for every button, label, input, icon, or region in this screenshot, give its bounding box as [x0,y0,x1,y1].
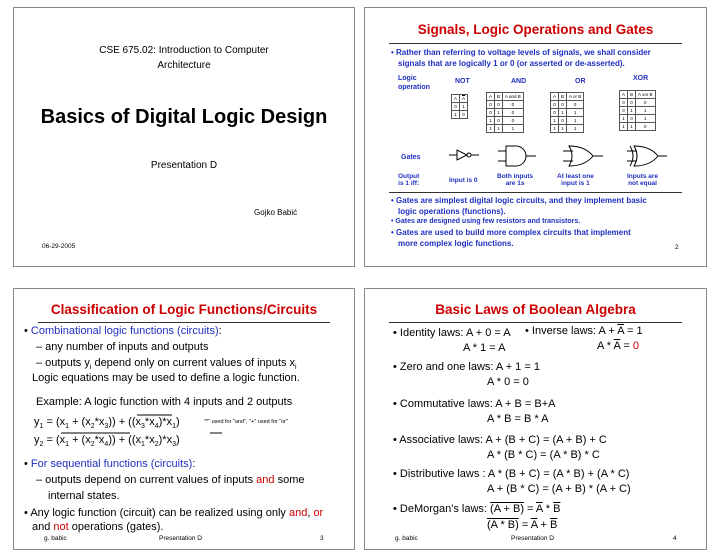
any-function-line: • Any logic function (circuit) can be realized using only and, or [24,507,324,519]
cell: 0 [636,99,656,107]
bullet-1-line-2: logic operations (functions). [398,207,506,216]
cell: 1 [636,115,656,123]
sequential-line: • For sequential functions (circuits): [24,458,196,470]
or-gate-icon [563,145,603,167]
date: 06-29-2005 [42,243,76,250]
footer-mid: Presentation D [511,535,554,542]
cell: 0 [636,123,656,131]
cell: 0 [503,117,524,125]
not-condition: Input is 0 [449,177,478,184]
cell: 0 [452,103,460,111]
comb-item-2: – outputs $y_i$ depend only on current values of inputs $x_i$ [36,357,297,372]
slide-title: Classification of Logic Functions/Circuits [50,302,318,317]
commutative-1: • Commutative laws: A + B = B+A [393,398,556,410]
cell: 0 [628,115,636,123]
cell: 0 [503,109,524,117]
xor-gate-icon [627,145,667,167]
bullet-1-line-1: • Gates are simplest digital logic circuits, and they implement basic [391,196,647,205]
cell: 1 [460,103,468,111]
identity-2: A * 1 = A [463,342,506,354]
or-label: OR [575,78,586,85]
a-bar: $\overline{A}$ [530,519,538,531]
zero-one-2: A * 0 = 0 [487,376,529,388]
cell: B [628,91,636,99]
cell: 0 [495,117,503,125]
or-truth-table [550,92,584,133]
intro-line-2: signals that are logically 1 or 0 (or asserted or de-asserted). [398,59,625,68]
cell: B [559,93,567,101]
cell: 1 [628,107,636,115]
a-bar: $\overline{A}$ [535,503,543,515]
distributive-2: A + (B * C) = (A + B) * (A + C) [487,483,631,495]
output-label: Output is 1 iff: [398,173,420,187]
equations [34,412,334,452]
footer-mid: Presentation D [159,535,202,542]
cell: A and B [503,93,524,101]
cell: 0 [620,99,628,107]
cell: A or B [567,93,584,101]
cell: 1 [559,125,567,133]
cell: 1 [487,117,495,125]
course-line-2: Architecture [157,60,211,71]
cell: 1 [503,125,524,133]
cell: A [452,95,460,103]
cell: A [487,93,495,101]
demorgan-lhs-2: (A * B) [487,519,519,531]
or-condition: At least one input is 1 [557,173,594,187]
not-gate-icon [449,148,479,162]
cell: 1 [567,125,584,133]
seq-item-1: – outputs depend on current values of inputs and some [36,474,305,486]
intro-line-1: • Rather than referring to voltage levels of signals, we shall consider [391,48,651,57]
zero-one-1: • Zero and one laws: A + 1 = 1 [393,361,540,373]
cell: 1 [567,117,584,125]
cell: $\overline{A}$ [460,95,468,103]
slide-title: Signals, Logic Operations and Gates [417,22,654,37]
b-bar: $\overline{B}$ [553,503,561,515]
cell: 1 [567,109,584,117]
cell: 1 [551,125,559,133]
seq-item-1-cont: internal states. [48,490,120,502]
any-function-cont: and not operations (gates). [32,521,164,533]
cell: A xor B [636,91,656,99]
cell: 0 [567,101,584,109]
footer-left: g. babic [395,535,418,542]
bullet-3-line-2: more complex logic functions. [398,239,514,248]
comb-item-1: – any number of inputs and outputs [36,341,209,353]
cell: 0 [487,101,495,109]
slide-2 [364,7,707,267]
slide-title: Basic Laws of Boolean Algebra [435,302,636,317]
page-number: 2 [675,244,679,251]
cell: 0 [551,101,559,109]
slide-3 [13,288,355,550]
cell: 1 [495,109,503,117]
operator-note: "*" used for "and", "+" used for "or" [204,419,288,425]
and-gate-icon [498,145,536,167]
cell: 1 [559,109,567,117]
combinational-line: • Combinational logic functions (circuits): [24,325,222,337]
cell: 0 [487,109,495,117]
demorgan-2: $(A * B) = \overline{A} + \overline{B}$ [487,519,558,531]
not-label: NOT [455,78,470,85]
cell: 1 [628,123,636,131]
bullet-2: • Gates are designed using few resistors and transistors. [391,218,581,225]
cell: 1 [487,125,495,133]
slide-4 [364,288,707,550]
logic-op-label-2: operation [398,84,430,91]
inverse-2: $A * \overline{A} = 0$ [597,340,639,352]
title-rule [389,43,682,44]
cell: 0 [503,101,524,109]
cell: 1 [551,117,559,125]
svg-text:y2 = (x1 + (x2*x4)) + ((x1*x2): $y_2 = (x_1 + (x_2*x_4)) + ((x_1*x_2)*x_3)$ [34,434,180,448]
cell: 0 [559,101,567,109]
author: Gojko Babić [254,208,298,217]
xor-condition: Inputs are not equal [627,173,659,187]
logic-op-label-1: Logic [398,75,417,82]
xor-truth-table [619,90,656,131]
distributive-1: • Distributive laws : A * (B + C) = (A * B) + (A * C) [393,468,630,480]
associative-1: • Associative laws: A + (B + C) = (A + B) + C [393,434,607,446]
demorgan-lhs-1: (A + B) [490,503,524,515]
logic-equations-line: Logic equations may be used to define a logic function. [32,372,300,384]
cell: 1 [620,115,628,123]
cell: 1 [636,107,656,115]
not-truth-table [451,94,468,119]
cell: A [620,91,628,99]
slide-1 [13,7,355,267]
a-bar: $\overline{A}$ [613,340,621,352]
and-label: AND [511,78,527,85]
cell: A [551,93,559,101]
cell: 0 [559,117,567,125]
xor-label: XOR [633,75,649,82]
cell: 1 [620,123,628,131]
page-number: 4 [673,535,677,542]
b-bar: $\overline{B}$ [550,519,558,531]
svg-text:y1 = (x1 + (x2*x3)) + ((x3*x4): $y_1 = (x_1 + (x_2*x_3)) + ((x_3*x_4)*x_1)$ [34,416,180,430]
demorgan-1: • DeMorgan's laws: $(A + B) = \overline{A} * \overline{B}$ [393,503,561,515]
cell: 0 [620,107,628,115]
commutative-2: A * B = B * A [487,413,549,425]
divider [389,192,682,193]
bullet-3-line-1: • Gates are used to build more complex circuits that implement [391,228,631,237]
cell: 1 [495,125,503,133]
cell: 0 [628,99,636,107]
footer-left: g. babic [44,535,67,542]
gates-label: Gates [401,154,421,161]
presentation-label: Presentation D [150,160,218,171]
and-condition: Both inputs are 1s [497,173,534,187]
cell: 1 [452,111,460,119]
associative-2: A * (B * C) = (A * B) * C [487,449,600,461]
cell: 0 [551,109,559,117]
cell: 0 [460,111,468,119]
main-title: Basics of Digital Logic Design [40,106,328,128]
cell: 0 [495,101,503,109]
identity-1: • Identity laws: A + 0 = A [393,327,511,339]
cell: B [495,93,503,101]
example-line: Example: A logic function with 4 inputs and 2 outputs [36,396,293,408]
and-truth-table [486,92,524,133]
page-number: 3 [320,535,324,542]
a-bar: $\overline{A}$ [617,325,624,337]
course-line-1: CSE 675.02: Introduction to Computer [99,45,269,56]
inverse-1: • Inverse laws: $A + \overline{A} = 1$ [525,325,643,337]
